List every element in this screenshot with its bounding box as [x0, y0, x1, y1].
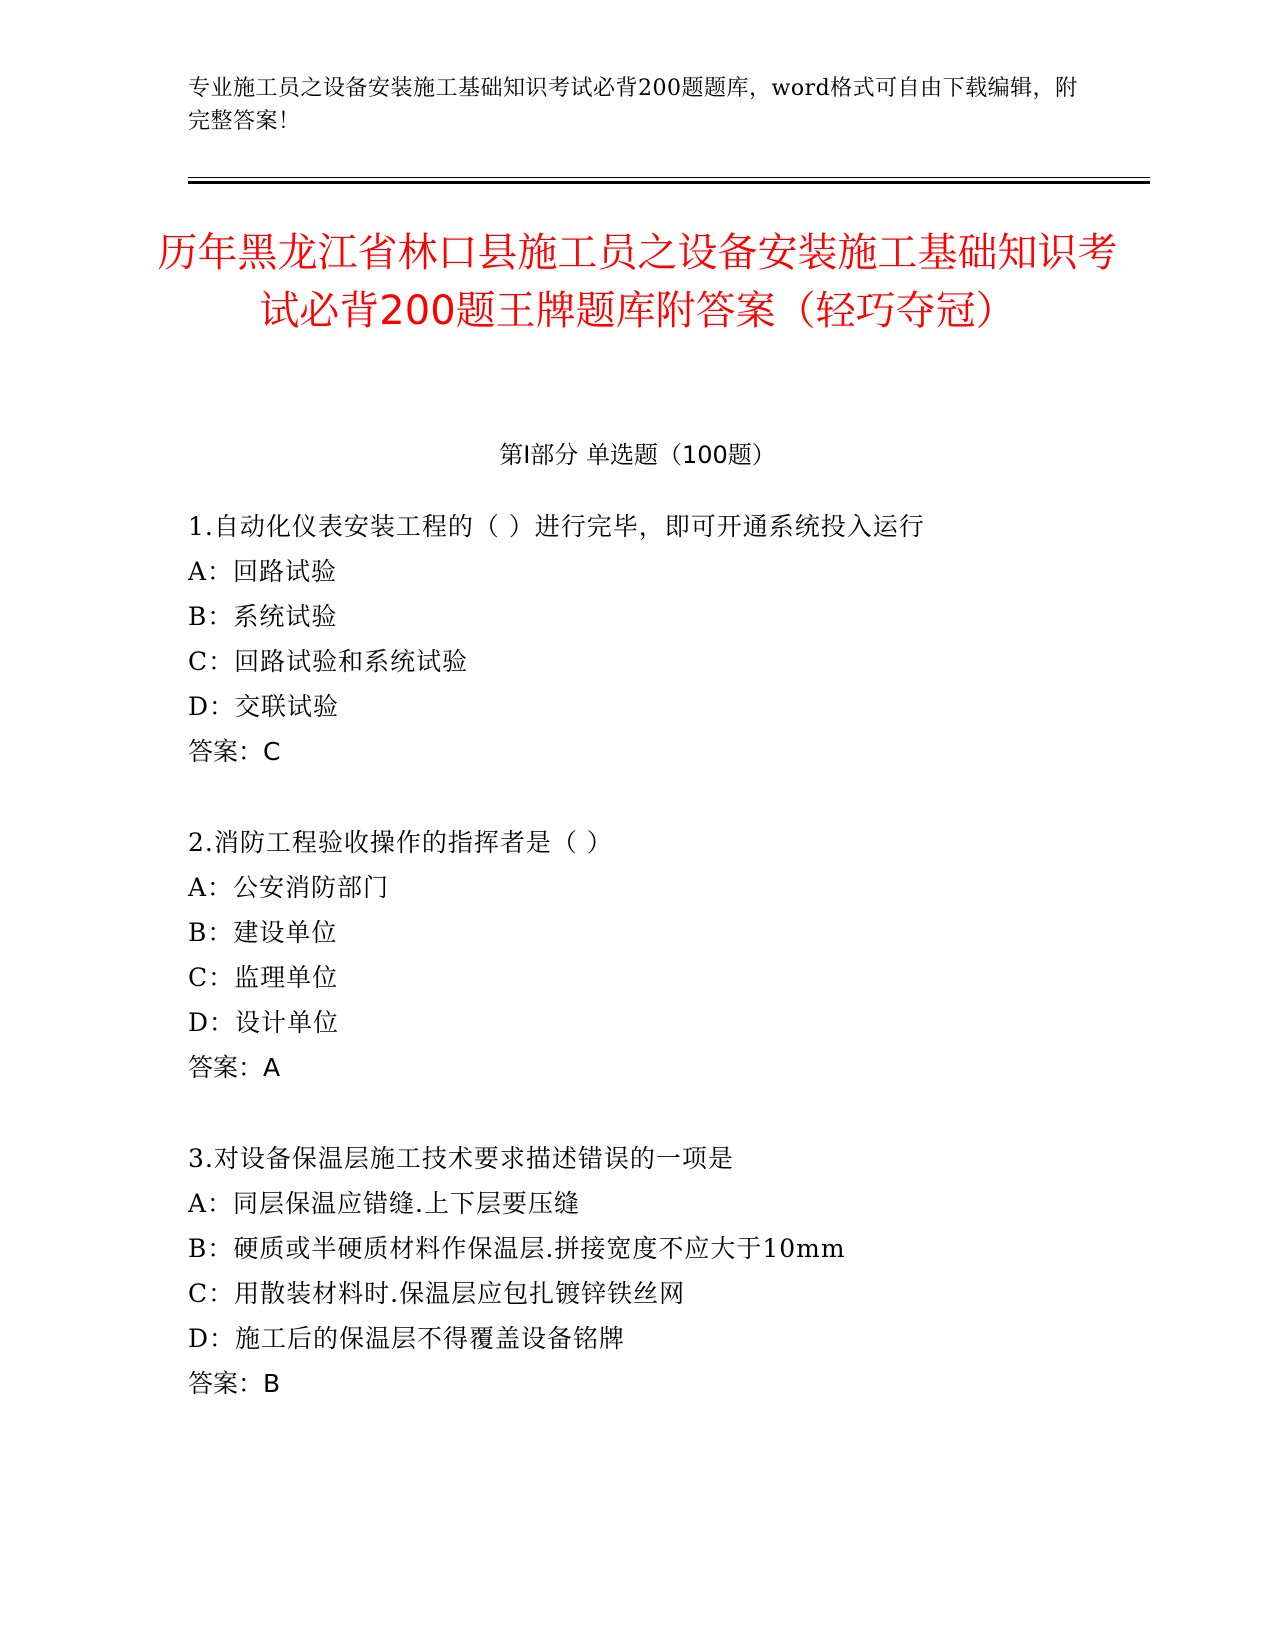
document-title: 历年黑龙江省林口县施工员之设备安装施工基础知识考试必背200题王牌题库附答案（轻巧夺冠） — [157, 230, 1118, 334]
answer: 答案：B — [188, 1369, 281, 1398]
question-stem: 3.对设备保温层施工技术要求描述错误的一项是 — [188, 1144, 734, 1173]
answer: 答案：A — [188, 1053, 281, 1082]
header-divider-thin — [188, 177, 1150, 178]
question-2 — [188, 820, 1108, 1090]
option-b: B：建设单位 — [188, 918, 338, 947]
option-d: D：设计单位 — [188, 1008, 340, 1037]
option-a: A：公安消防部门 — [188, 873, 390, 902]
question-stem: 1.自动化仪表安装工程的（ ）进行完毕，即可开通系统投入运行 — [188, 512, 925, 541]
option-c: C：用散装材料时.保温层应包扎镀锌铁丝网 — [188, 1279, 686, 1308]
option-c: C：监理单位 — [188, 963, 339, 992]
option-c: C：回路试验和系统试验 — [188, 647, 469, 676]
question-stem: 2.消防工程验收操作的指挥者是（ ） — [188, 828, 613, 857]
question-3 — [188, 1136, 1108, 1406]
option-b: B：硬质或半硬质材料作保温层.拼接宽度不应大于10mm — [188, 1234, 846, 1263]
option-d: D：施工后的保温层不得覆盖设备铭牌 — [188, 1324, 626, 1353]
option-b: B：系统试验 — [188, 602, 338, 631]
question-1 — [188, 504, 1108, 774]
answer: 答案：C — [188, 737, 281, 766]
option-a: A：回路试验 — [188, 557, 338, 586]
header-divider-thick — [188, 181, 1150, 184]
option-a: A：同层保温应错缝.上下层要压缝 — [188, 1189, 581, 1218]
header-note: 专业施工员之设备安装施工基础知识考试必背200题题库，word格式可自由下载编辑，附完整答案！ — [188, 76, 1078, 134]
section-heading: 第I部分 单选题（100题） — [499, 441, 776, 469]
option-d: D：交联试验 — [188, 692, 340, 721]
